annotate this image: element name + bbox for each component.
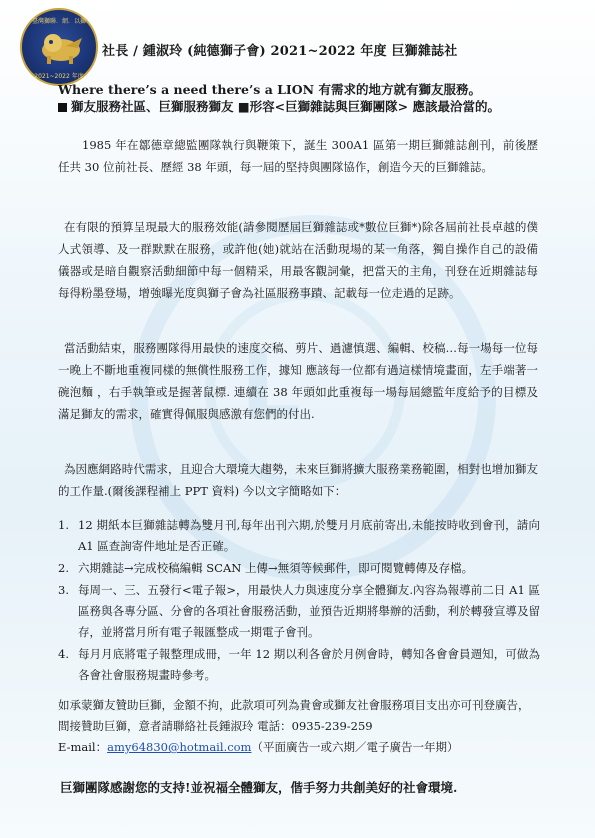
lion-emblem-icon [36, 28, 86, 66]
list-number: 3. [58, 583, 69, 597]
watermark-letter-icon: L [240, 330, 302, 442]
paragraph-future-plan: 為因應網路時代需求，且迎合大環境大趨勢，未來巨獅將擴大服務業務範圍，相對也增加獅友的工作量.(爾後課程補上 PPT 資料) 今以文字簡略如下： [58, 462, 538, 498]
logo-top-text: 臺灣獅聯．網．以獅 [31, 18, 86, 25]
list-item [58, 580, 540, 643]
paragraph-team-effort: 當活動結束，服務團隊得用最快的速度交稿、剪片、過濾慎選、編輯、校稿…每一場每一位每一晚上不斷地重複同樣的無償性服務工作，據知 應該每一位都有過這樣情境畫面，左手端著一碗泡麵 ，右手執筆或是握著鼠標. 連續在 38 年頭如此重複每一場每屆總監年度給予的目標及滿足獅友的需求，確實得佩服與感激有您們的付出. [58, 341, 538, 421]
list-item [58, 558, 540, 579]
subtitle-line [58, 97, 500, 115]
paragraph-service: 在有限的預算呈現最大的服務效能(請參閱歷屆巨獅雜誌或*數位巨獅*)除各屆前社長卓越的僕人式領導、及一群默默在服務，或許他(她)就站在活動現場的某一角落，獨自操作自己的設備儀器或是暗自觀察活動細節中每一個精采，用最客觀詞彙，把當天的主角，刊登在近期雜誌每每得粉墨登場，增強曝光度與獅子會為社區服務事蹟、記載每一位走過的足跡。 [58, 220, 538, 300]
club-logo [20, 8, 98, 86]
list-item [58, 515, 540, 557]
closing-message: 巨獅團隊感謝您的支持!並祝福全體獅友，偕手努力共創美好的社會環境. [60, 780, 458, 795]
email-label: E-mail： [58, 740, 108, 754]
list-item-text: 六期雜誌→完成校稿編輯 SCAN 上傳→無須等候郵件，即可閱覽轉傳及存檔。 [78, 561, 474, 575]
list-number: 4. [58, 647, 69, 661]
logo-bottom-text: 2021~2022 年度 [34, 73, 84, 80]
list-item-text: 每月月底將電子報整理成冊，一年 12 期以利各會於月例會時，轉知各會會員週知，可做為各會社會服務規畫時參考。 [78, 647, 540, 682]
contact-paragraph [58, 695, 538, 758]
contact-text: 如承蒙獅友贊助巨獅，金額不拘，此款項可列為貴會或獅友社會服務項目支出亦可刊登廣告，間接贊助巨獅，意者請聯絡社長鍾淑玲 電話：0935-239-259 [58, 698, 530, 733]
list-number: 2. [58, 561, 69, 575]
email-link[interactable]: amy64830@hotmail.com [107, 740, 252, 754]
square-bullet-icon [58, 103, 67, 112]
email-note: （平面廣告一或六期／電子廣告一年期） [251, 740, 459, 754]
header [20, 8, 580, 86]
list-number: 1. [58, 518, 69, 532]
subtitle-text: 獅友服務社區、巨獅服務獅友 ■形容<巨獅雜誌與巨獅團隊> 應該最洽當的。 [71, 99, 500, 114]
slogan: Where there’s a need there’s a LION 有需求的地方就有獅友服務。 [58, 82, 481, 97]
plan-list [58, 515, 540, 687]
list-item-text: 每周一、三、五發行<電子報>，用最快人力與速度分享全體獅友.內容為報導前二日 A1 區區務與各專分區、分會的各項社會服務活動，並預告近期將舉辦的活動，利於轉發宣導及留存，並將當月所有電子報匯整成一期電子會刊。 [78, 583, 540, 639]
list-item [58, 644, 540, 686]
paragraph-history: 1985 年在鄒德章總監團隊執行與鞭策下，誕生 300A1 區第一期巨獅雜誌創刊，前後歷任共 30 位前社長、歷經 38 年頭，每一屆的堅持與團隊協作，創造今天的巨獅雜誌。 [58, 138, 538, 174]
list-item-text: 12 期紙本巨獅雜誌轉為雙月刊,每年出刊六期,於雙月月底前寄出,未能按時收到會刊，請向 A1 區查詢寄件地址是否正確。 [78, 518, 540, 553]
page-title: 社長 / 鍾淑玲 (純德獅子會) 2021~2022 年度 巨獅雜誌社 [102, 44, 458, 59]
